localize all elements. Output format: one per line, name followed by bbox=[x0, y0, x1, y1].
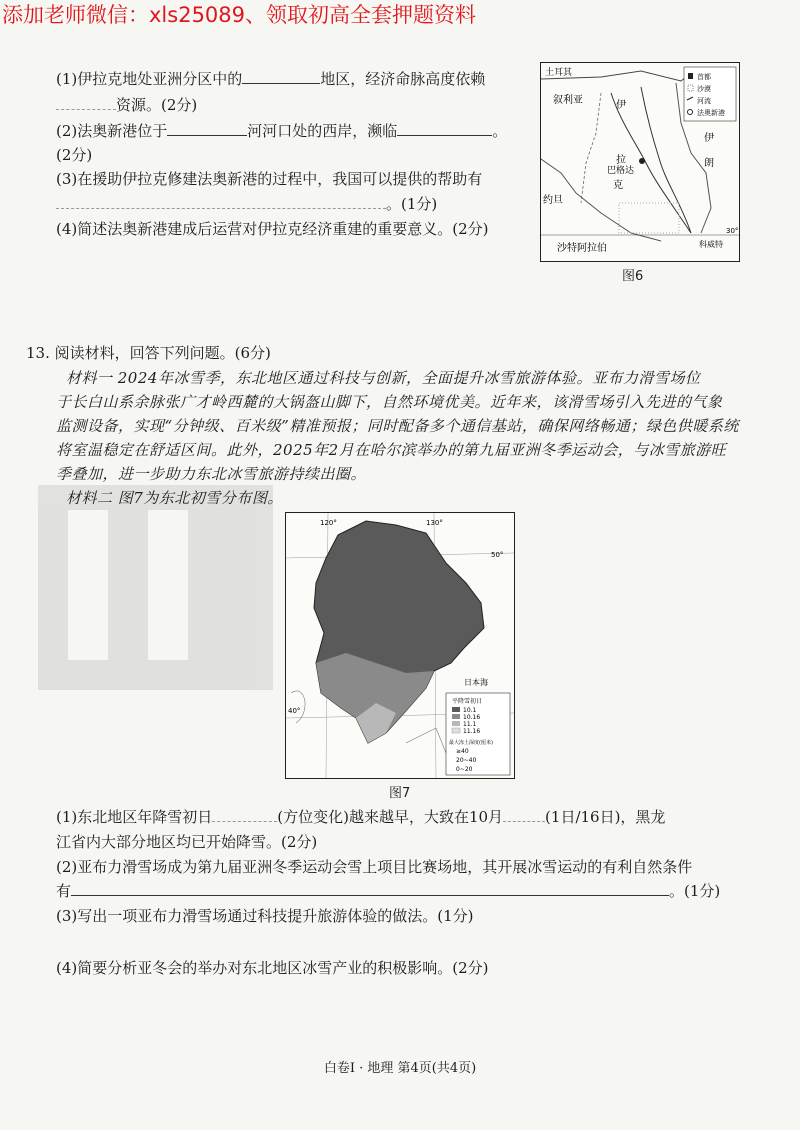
answer-blank[interactable] bbox=[56, 194, 386, 209]
q13-part2-line2 bbox=[56, 880, 720, 902]
legend-item: 11.1 bbox=[463, 721, 477, 728]
figure-7-caption: 图7 bbox=[389, 786, 411, 801]
answer-blank[interactable] bbox=[167, 121, 247, 136]
q13-part1-line2: 江省内大部分地区均已开始降雪。(2分) bbox=[56, 833, 318, 851]
q12-part2-line1 bbox=[56, 120, 507, 142]
q13-text: (方位变化)越来越早，大致在10月 bbox=[277, 808, 504, 826]
answer-blank[interactable] bbox=[503, 807, 545, 822]
answer-blank[interactable] bbox=[242, 69, 320, 84]
q13-text: (1)东北地区年降雪初日 bbox=[56, 808, 213, 826]
iraq-map-svg bbox=[541, 63, 739, 261]
q13-text: 。(1分) bbox=[669, 882, 721, 900]
legend-capital-icon bbox=[688, 73, 693, 79]
legend-note: 最大冻土深度(厘米) bbox=[449, 740, 493, 746]
q12-part3-line1: (3)在援助伊拉克修建法奥新港的过程中，我国可以提供的帮助有 bbox=[56, 170, 483, 188]
legend-desert: 沙漠 bbox=[697, 85, 711, 93]
label-30deg: 30° bbox=[726, 227, 739, 235]
legend-swatch-1 bbox=[452, 707, 460, 712]
label-turkey: 土耳其 bbox=[545, 68, 573, 78]
legend-swatch-2 bbox=[452, 714, 460, 719]
q13-text: (1日/16日)，黑龙 bbox=[545, 808, 666, 826]
figure-6-caption: 图6 bbox=[622, 269, 644, 284]
legend-title: 平降雪初日 bbox=[452, 698, 483, 705]
label-saudi: 沙特阿拉伯 bbox=[557, 243, 607, 254]
q12-text: 。 bbox=[492, 122, 508, 140]
q12-part4: (4)简述法奥新港建成后运营对伊拉克经济重建的重要意义。(2分) bbox=[56, 220, 489, 238]
label-lon-130: 130° bbox=[426, 519, 443, 527]
answer-blank[interactable] bbox=[71, 881, 669, 896]
label-lon-120: 120° bbox=[320, 519, 337, 527]
legend-swatch-4 bbox=[452, 728, 460, 733]
legend-item: 10.1 bbox=[463, 707, 477, 714]
legend-capital: 首都 bbox=[697, 73, 711, 81]
q12-part1-line1 bbox=[56, 68, 485, 90]
material-1-line4: 将室温稳定在舒适区间。此外，2025年2月在哈尔滨举办的第九届亚洲冬季运动会，与冰雪旅游旺 bbox=[56, 441, 727, 459]
northeast-snow-map-svg bbox=[286, 513, 514, 778]
label-iraq-1: 伊 bbox=[616, 100, 626, 111]
figure-7-map bbox=[285, 512, 515, 779]
label-kuwait: 科威特 bbox=[699, 240, 723, 249]
q13-part2-line1: (2)亚布力滑雪场成为第九届亚洲冬季运动会雪上项目比赛场地，其开展冰雪运动的有利自然条件 bbox=[56, 858, 693, 876]
figure-6-map bbox=[540, 62, 740, 262]
material-1-line5: 季叠加，进一步助力东北冰雪旅游持续出圈。 bbox=[56, 465, 367, 483]
legend-depth: 0~20 bbox=[456, 766, 473, 773]
syria-iraq-border bbox=[581, 93, 601, 203]
q12-text: (1)伊拉克地处亚洲分区中的 bbox=[56, 70, 243, 88]
tigris-river bbox=[641, 87, 691, 233]
q13-text: 有 bbox=[56, 882, 72, 900]
q13-part3: (3)写出一项亚布力滑雪场通过科技提升旅游体验的做法。(1分) bbox=[56, 907, 474, 925]
legend-item: 11.16 bbox=[463, 728, 481, 735]
desert-area bbox=[619, 203, 679, 233]
promo-watermark: 添加老师微信：xls25089、领取初高全套押题资料 bbox=[2, 3, 477, 27]
faded-watermark bbox=[38, 485, 273, 690]
label-iraq-3: 克 bbox=[613, 180, 623, 191]
material-1-line2: 于长白山系余脉张广才岭西麓的大锅盔山脚下，自然环境优美。近年来，该滑雪场引入先进的气象 bbox=[56, 393, 723, 411]
answer-blank[interactable] bbox=[212, 807, 277, 822]
label-jordan: 约旦 bbox=[543, 195, 563, 206]
legend-swatch-3 bbox=[452, 721, 460, 726]
q13-heading: 13. 阅读材料，回答下列问题。(6分) bbox=[26, 344, 271, 362]
answer-blank[interactable] bbox=[397, 121, 492, 136]
page-footer: 白卷Ⅰ · 地理 第4页(共4页) bbox=[323, 1061, 477, 1076]
q12-text: 资源。(2分) bbox=[116, 96, 198, 114]
q12-part2-line2: (2分) bbox=[56, 146, 93, 164]
q12-text: (2)法奥新港位于 bbox=[56, 122, 168, 140]
material-1-line1: 材料一 2024年冰雪季，东北地区通过科技与创新，全面提升冰雪旅游体验。亚布力滑雪场位 bbox=[66, 369, 701, 387]
label-iraq-2: 拉 bbox=[616, 155, 626, 166]
legend-depth: 20~40 bbox=[456, 757, 477, 764]
label-sea-of-japan: 日本海 bbox=[464, 678, 488, 687]
label-lat-50: 50° bbox=[491, 551, 504, 559]
legend-item: 10.16 bbox=[463, 714, 481, 721]
baghdad-marker bbox=[639, 158, 645, 164]
label-lat-40: 40° bbox=[288, 707, 301, 715]
label-baghdad: 巴格达 bbox=[607, 166, 635, 176]
label-iran-1: 伊 bbox=[704, 133, 714, 144]
answer-blank[interactable] bbox=[56, 95, 116, 110]
legend-port: 法奥新港 bbox=[697, 109, 725, 117]
q12-text: 。(1分) bbox=[386, 195, 438, 213]
legend-river: 河流 bbox=[697, 97, 711, 105]
q12-text: 河河口处的西岸，濒临 bbox=[247, 122, 398, 140]
material-2: 材料二 图7为东北初雪分布图。 bbox=[66, 489, 283, 507]
q12-part3-line2 bbox=[56, 193, 437, 215]
q12-part1-line2 bbox=[56, 94, 197, 116]
label-syria: 叙利亚 bbox=[553, 95, 583, 106]
label-iran-2: 朗 bbox=[704, 158, 714, 169]
q12-text: 地区，经济命脉高度依赖 bbox=[320, 70, 486, 88]
q13-part1-line1 bbox=[56, 806, 665, 828]
material-1-line3: 监测设备，实现“分钟级、百米级”精准预报；同时配备多个通信基站，确保网络畅通；绿色供暖系统 bbox=[56, 417, 739, 435]
legend-depth: ≥40 bbox=[456, 748, 469, 755]
q13-part4: (4)简要分析亚冬会的举办对东北地区冰雪产业的积极影响。(2分) bbox=[56, 959, 489, 977]
